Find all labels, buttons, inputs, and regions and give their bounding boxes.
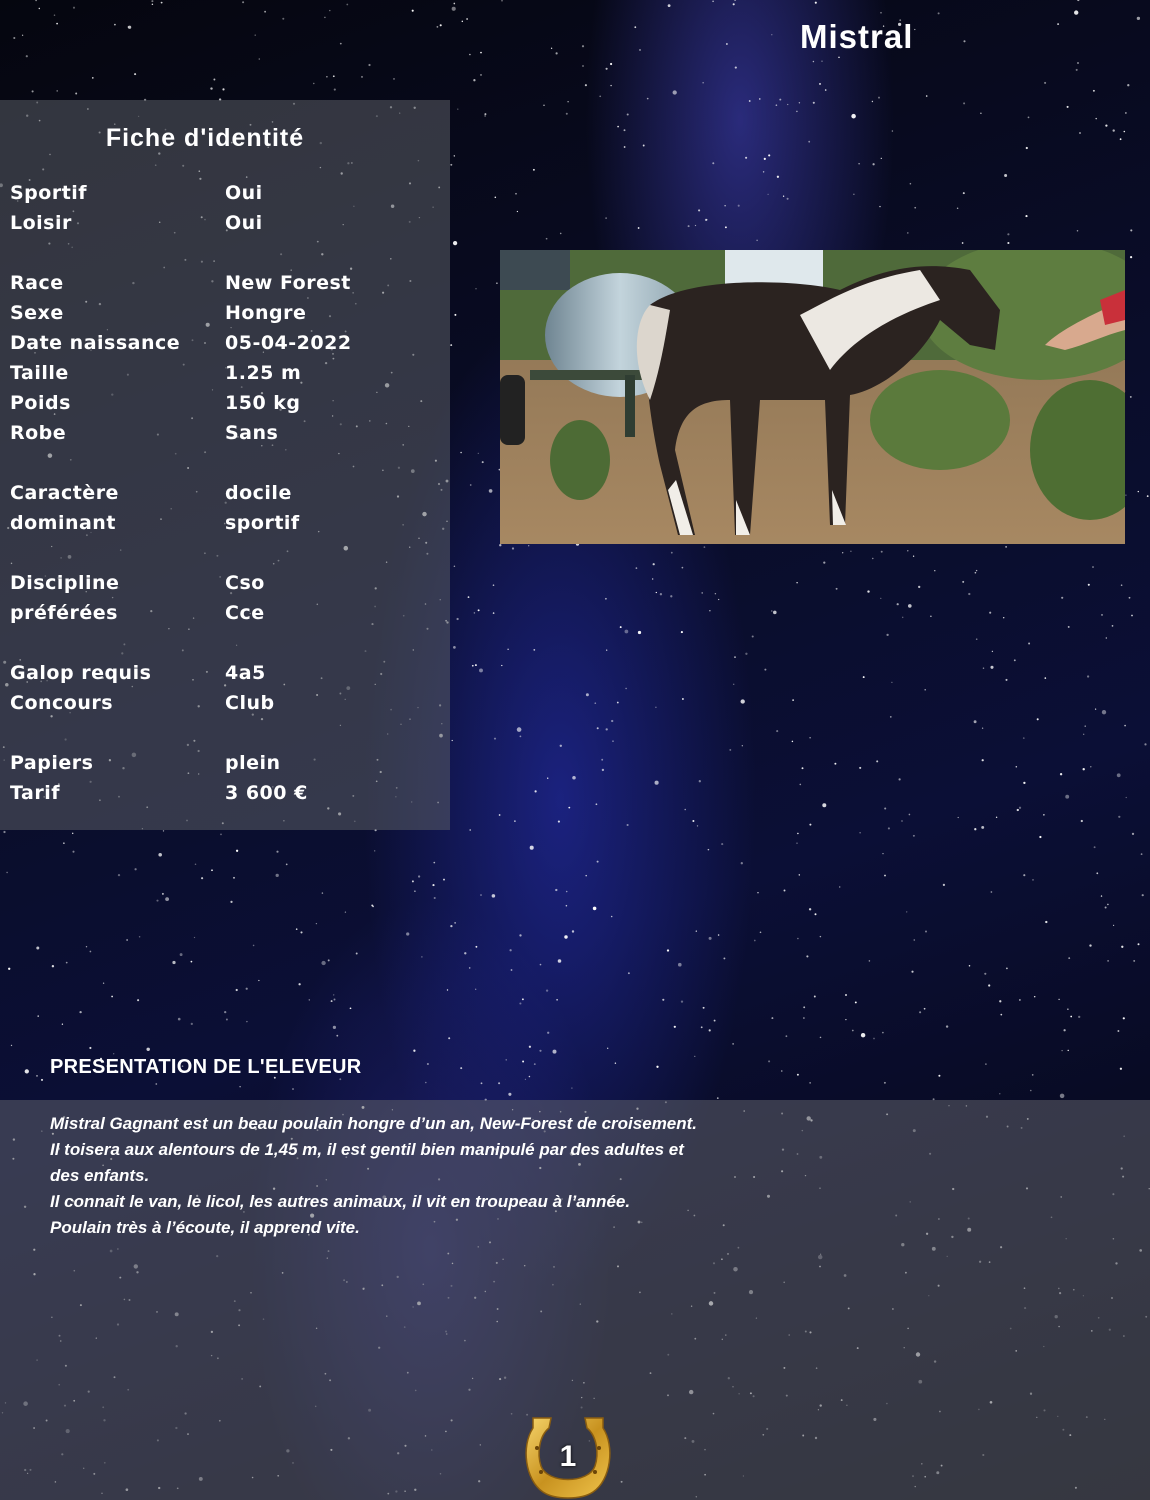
identity-key: Tarif	[10, 782, 60, 804]
identity-key: Poids	[10, 392, 71, 414]
page-number: 1	[559, 1440, 577, 1473]
presentation-line: Mistral Gagnant est un beau poulain hongre d’un an, New-Forest de croisement.	[50, 1114, 698, 1133]
identity-value: Oui	[225, 212, 263, 234]
presentation-heading: PRESENTATION DE L'ELEVEUR	[50, 1056, 362, 1078]
identity-value: 3 600 €	[225, 782, 308, 804]
presentation-line: Il connait le van, le licol, les autres animaux, il vit en troupeau à l’année.	[50, 1192, 631, 1211]
identity-key: Galop requis	[10, 662, 152, 684]
identity-key: Taille	[10, 362, 69, 384]
identity-key: Loisir	[10, 212, 72, 234]
identity-value: New Forest	[225, 272, 351, 294]
presentation-line: Poulain très à l’écoute, il apprend vite.	[50, 1218, 360, 1237]
identity-key: Sportif	[10, 182, 88, 204]
identity-value: Cso	[225, 572, 265, 594]
identity-value: 4a5	[225, 662, 266, 684]
identity-key: Date naissance	[10, 332, 181, 354]
identity-value: Hongre	[225, 302, 307, 324]
identity-value: 05-04-2022	[225, 332, 352, 354]
presentation-line: des enfants.	[50, 1166, 150, 1185]
presentation-line: Il toisera aux alentours de 1,45 m, il est gentil bien manipulé par des adultes et	[50, 1140, 684, 1159]
identity-key: Concours	[10, 692, 114, 714]
identity-value: 150 kg	[225, 392, 301, 414]
identity-value: plein	[225, 752, 281, 774]
identity-value: Cce	[225, 602, 265, 624]
identity-value: docile	[225, 482, 292, 504]
identity-key: préférées	[10, 602, 118, 624]
page-title: Mistral	[800, 18, 914, 55]
identity-key: Papiers	[10, 752, 94, 774]
identity-key: Sexe	[10, 302, 64, 324]
identity-key: Caractère	[10, 482, 119, 504]
identity-key: Robe	[10, 422, 67, 444]
identity-value: Oui	[225, 182, 263, 204]
identity-card-heading: Fiche d'identité	[105, 124, 305, 152]
horse-photo	[500, 250, 1125, 544]
presentation-text	[50, 1111, 750, 1241]
identity-key: Discipline	[10, 572, 120, 594]
identity-value: 1.25 m	[225, 362, 302, 384]
identity-value: sportif	[225, 512, 300, 534]
identity-key: dominant	[10, 512, 116, 534]
identity-card	[0, 100, 450, 830]
identity-key: Race	[10, 272, 64, 294]
identity-value: Club	[225, 692, 275, 714]
identity-value: Sans	[225, 422, 279, 444]
